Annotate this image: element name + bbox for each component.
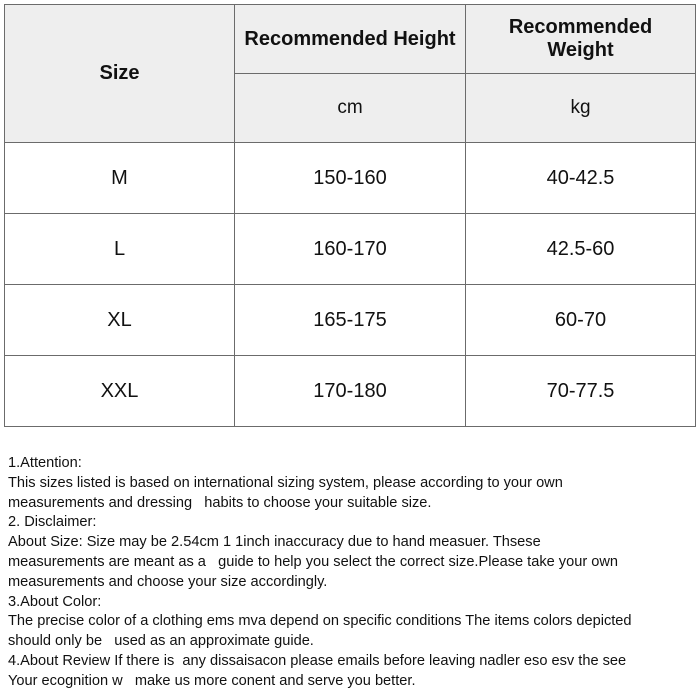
table-row [5, 285, 696, 356]
height-header: Recommended Height [235, 5, 466, 74]
weight-header [466, 5, 696, 74]
note-line: measurements and dressing habits to choose your suitable size. [8, 494, 432, 511]
note-line: measurements are meant as a guide to help you select the correct size.Please take your own [8, 553, 619, 570]
height-unit: cm [235, 74, 466, 143]
size-cell: XXL [5, 356, 235, 427]
weight-cell: 40-42.5 [466, 143, 696, 214]
note-line: Your ecognition w make us more conent and serve you better. [8, 672, 416, 689]
size-table [4, 4, 696, 427]
height-cell: 160-170 [235, 214, 466, 285]
note-line: The precise color of a clothing ems mva depend on specific conditions The items colors depicted [8, 613, 632, 630]
note-line: About Size: Size may be 2.54cm 1 1inch inaccuracy due to hand measuer. Thsese [8, 534, 541, 551]
weight-header-line1: Recommended [508, 16, 653, 38]
note-line: should only be used as an approximate guide. [8, 633, 314, 650]
weight-cell: 42.5-60 [466, 214, 696, 285]
weight-cell: 70-77.5 [466, 356, 696, 427]
table-row [5, 143, 696, 214]
note-line: 4.About Review If there is any dissaisacon please emails before leaving nadler eso esv the see [8, 652, 627, 669]
height-cell: 165-175 [235, 285, 466, 356]
height-cell: 170-180 [235, 356, 466, 427]
weight-unit: kg [466, 74, 696, 143]
height-cell: 150-160 [235, 143, 466, 214]
size-header: Size [5, 5, 235, 143]
header-row [5, 5, 696, 74]
note-line: 1.Attention: [8, 455, 82, 471]
size-chart [4, 4, 694, 427]
note-line: 3.About Color: [8, 593, 102, 610]
weight-cell: 60-70 [466, 285, 696, 356]
table-row [5, 214, 696, 285]
size-cell: M [5, 143, 235, 214]
weight-header-line2: Weight [547, 39, 614, 61]
note-line: 2. Disclaimer: [8, 514, 97, 531]
size-cell: XL [5, 285, 235, 356]
table-row [5, 356, 696, 427]
note-line: This sizes listed is based on international sizing system, please according to your own [8, 474, 563, 491]
notes-section [8, 454, 692, 692]
note-line: measurements and choose your size accordingly. [8, 573, 328, 590]
size-cell: L [5, 214, 235, 285]
